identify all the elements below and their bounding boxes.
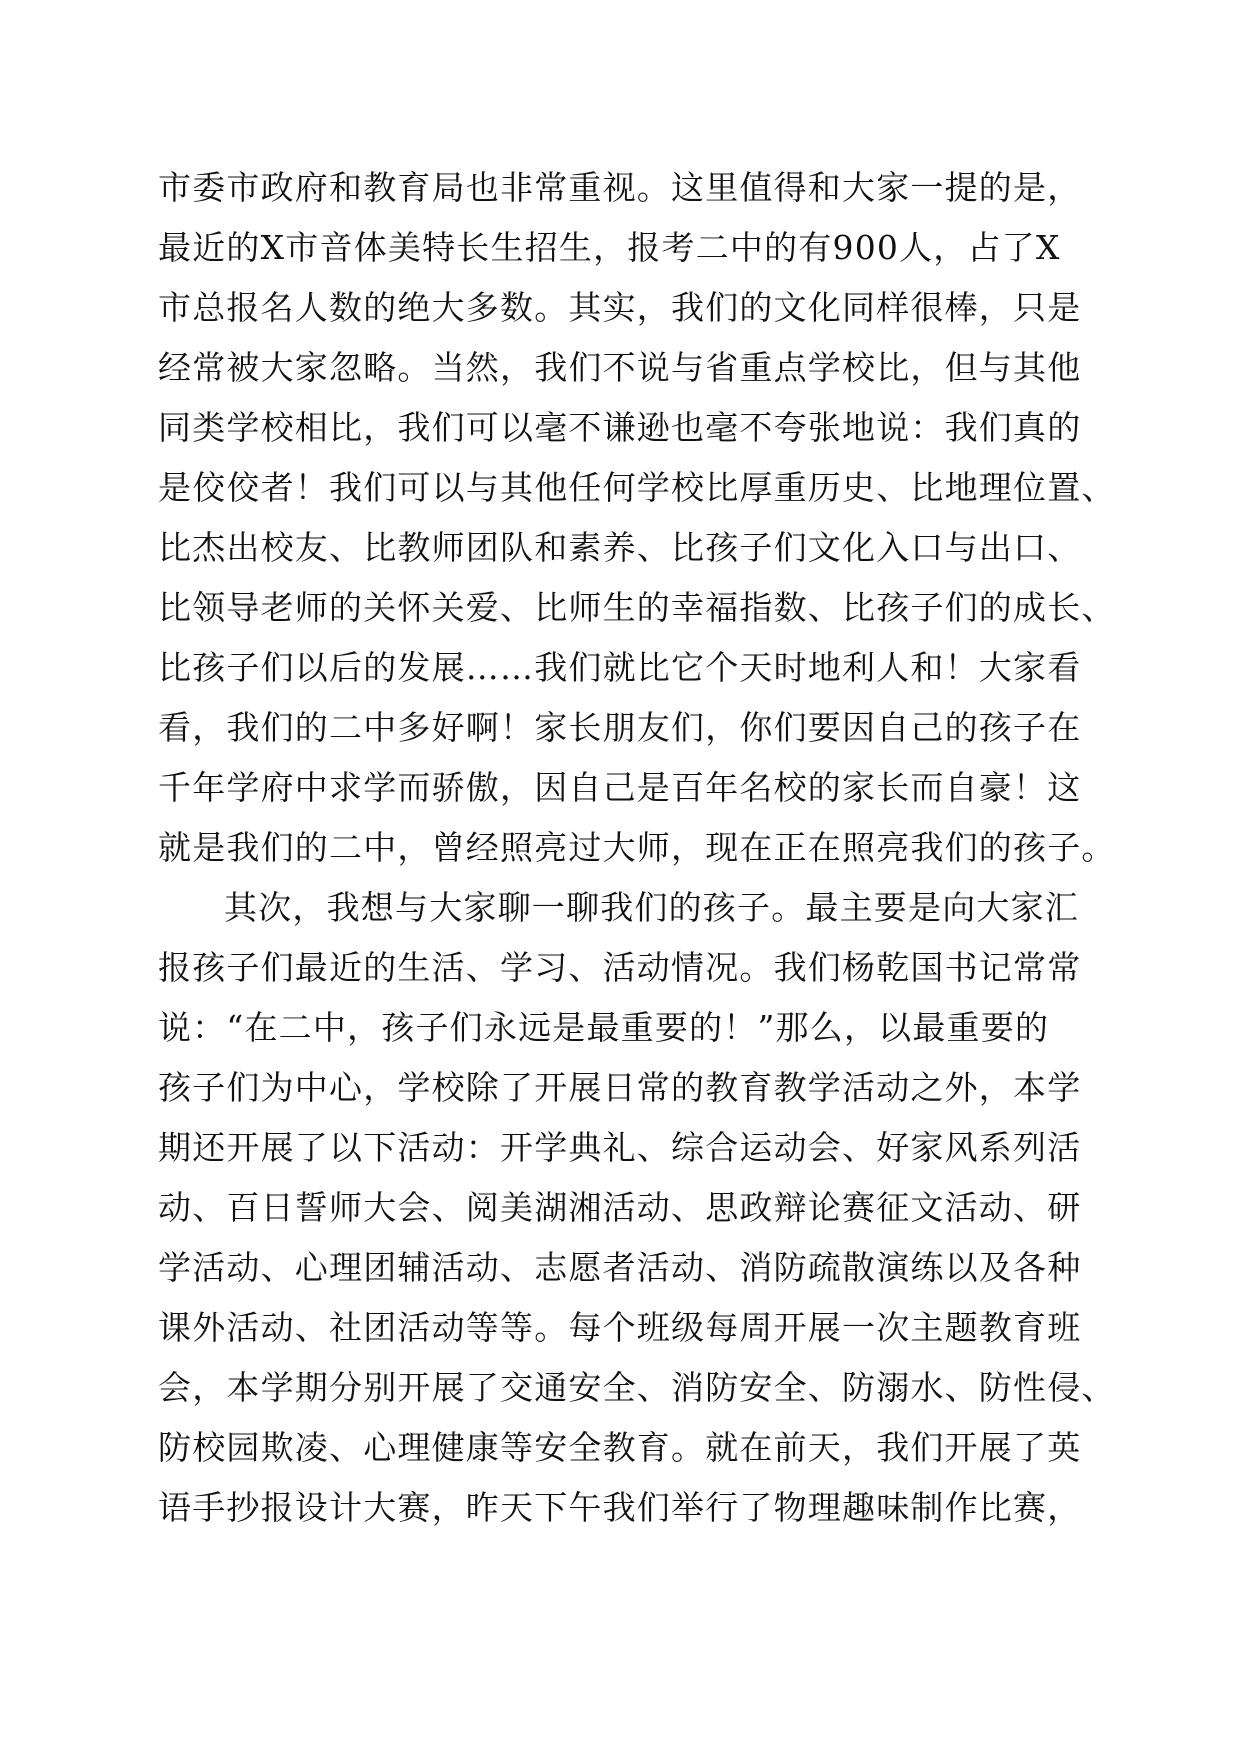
- text-line: 市委市政府和教育局也非常重视。这里值得和大家一提的是，: [158, 168, 1082, 207]
- paragraph-start-line: 其次，我想与大家聊一聊我们的孩子。最主要是向大家汇: [224, 888, 1079, 927]
- text-line: 期还开展了以下活动：开学典礼、综合运动会、好家风系列活: [158, 1128, 1082, 1167]
- text-line: 是佼佼者！我们可以与其他任何学校比厚重历史、比地理位置、: [158, 468, 1116, 507]
- text-line: 比孩子们以后的发展……我们就比它个天时地利人和！大家看: [158, 648, 1082, 687]
- text-line: 最近的X市音体美特长生招生，报考二中的有900人，占了X: [158, 228, 1061, 267]
- text-line: 市总报名人数的绝大多数。其实，我们的文化同样很棒，只是: [158, 288, 1082, 327]
- text-line: 经常被大家忽略。当然，我们不说与省重点学校比，但与其他: [158, 348, 1082, 387]
- text-line: 学活动、心理团辅活动、志愿者活动、消防疏散演练以及各种: [158, 1248, 1082, 1287]
- text-line: 防校园欺凌、心理健康等安全教育。就在前天，我们开展了英: [158, 1428, 1082, 1467]
- text-line: 报孩子们最近的生活、学习、活动情况。我们杨乾国书记常常: [158, 948, 1082, 987]
- text-line: 比领导老师的关怀关爱、比师生的幸福指数、比孩子们的成长、: [158, 588, 1116, 627]
- text-line: 语手抄报设计大赛，昨天下午我们举行了物理趣味制作比赛，: [158, 1488, 1082, 1527]
- text-line: 课外活动、社团活动等等。每个班级每周开展一次主题教育班: [158, 1308, 1082, 1347]
- text-line: 动、百日誓师大会、阅美湖湘活动、思政辩论赛征文活动、研: [158, 1188, 1082, 1227]
- text-line: 孩子们为中心，学校除了开展日常的教育教学活动之外，本学: [158, 1068, 1082, 1107]
- text-line: 同类学校相比，我们可以毫不谦逊也毫不夸张地说：我们真的: [158, 408, 1082, 447]
- text-line: 看，我们的二中多好啊！家长朋友们，你们要因自己的孩子在: [158, 708, 1082, 747]
- text-line: 比杰出校友、比教师团队和素养、比孩子们文化入口与出口、: [158, 528, 1082, 567]
- text-line: 就是我们的二中，曾经照亮过大师，现在正在照亮我们的孩子。: [158, 828, 1116, 867]
- body-text: [158, 158, 1116, 1538]
- text-line: 会，本学期分别开展了交通安全、消防安全、防溺水、防性侵、: [158, 1368, 1116, 1407]
- text-line: 说：“在二中，孩子们永远是最重要的！”那么，以最重要的: [158, 1008, 1050, 1047]
- text-line: 千年学府中求学而骄傲，因自己是百年名校的家长而自豪！这: [158, 768, 1082, 807]
